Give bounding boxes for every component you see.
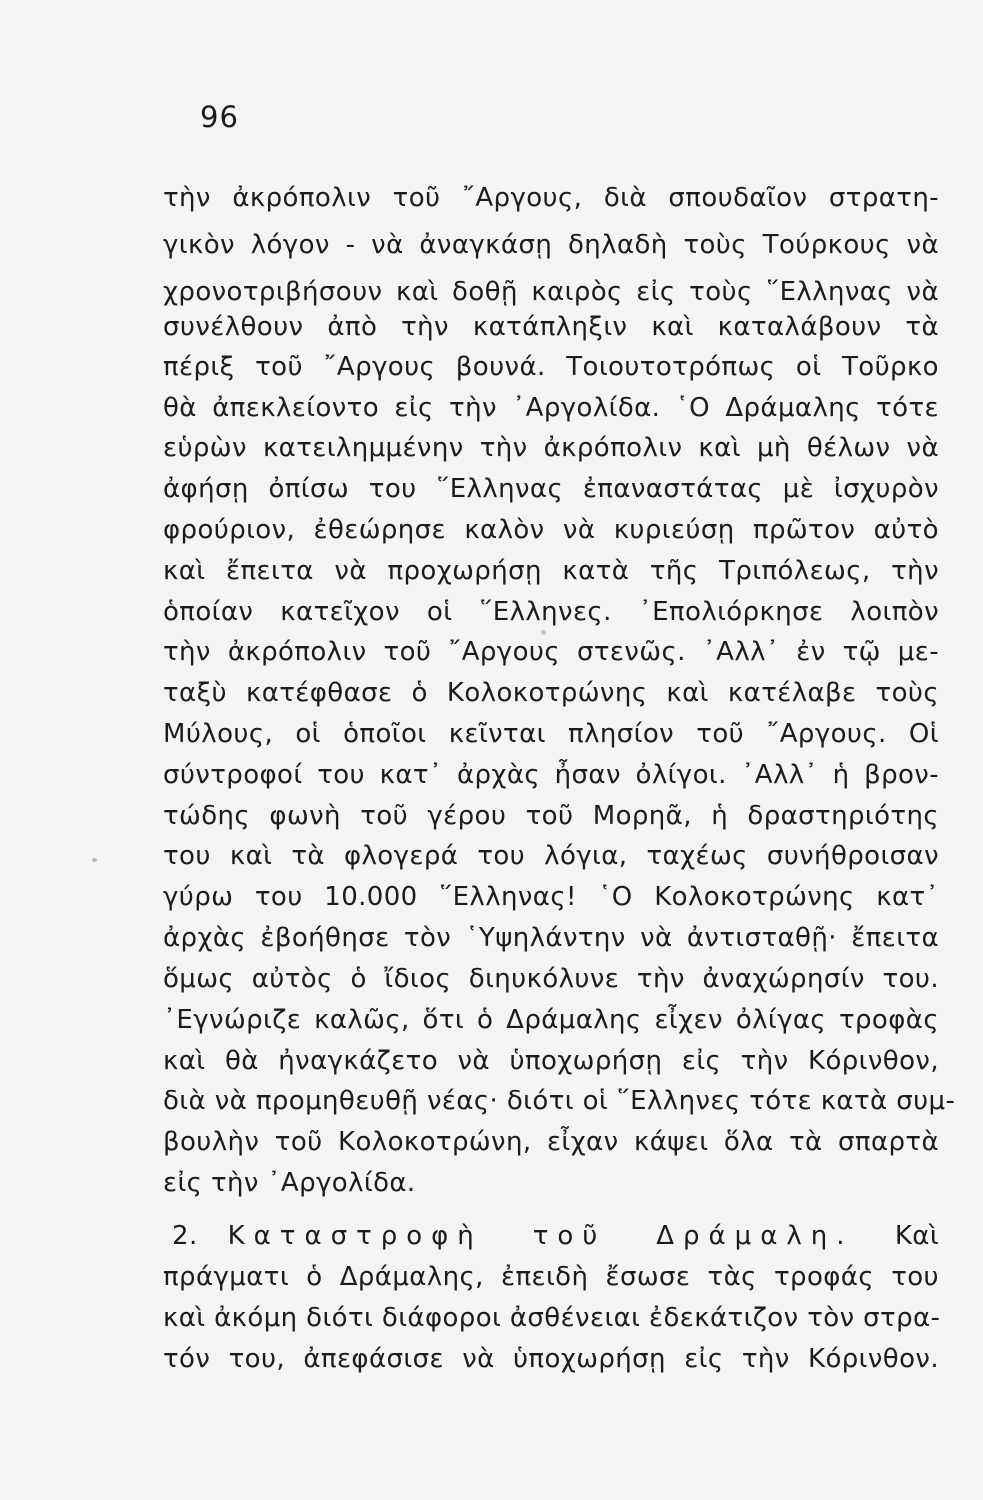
paper-speck: [92, 858, 97, 862]
text-line: σύντροφοί του κατ᾿ ἀρχὰς ἦσαν ὀλίγοι. ᾿Αλλ᾿ ἡ βρον-: [163, 760, 939, 790]
text-line: χρονοτριβήσουν καὶ δοθῇ καιρὸς εἰς τοὺς ῞Ελληνας νὰ: [163, 277, 939, 307]
text-line: του καὶ τὰ φλογερά του λόγια, ταχέως συνήθροισαν: [163, 841, 939, 871]
page-number: 96: [200, 100, 239, 134]
text-line: πράγματι ὁ Δράμαλης, ἐπειδὴ ἔσωσε τὰς τροφάς του: [163, 1262, 939, 1292]
text-line: Μύλους, οἱ ὁποῖοι κεῖνται πλησίον τοῦ ῎Αργους. Οἱ: [163, 719, 939, 749]
section-lead-text: Καὶ: [894, 1221, 940, 1251]
text-line: ὅμως αὐτὸς ὁ ἴδιος διηυκόλυνε τὴν ἀναχώρησίν του.: [163, 964, 939, 994]
text-line: ἀρχὰς ἐβοήθησε τὸν ῾Υψηλάντην νὰ ἀντισταθῇ· ἔπειτα: [163, 923, 939, 953]
text-line: διὰ νὰ προμηθευθῇ νέας· διότι οἱ ῞Ελληνες τότε κατὰ συμ-: [163, 1086, 956, 1116]
text-line: εἰς τὴν ᾿Αργολίδα.: [163, 1168, 416, 1198]
text-line: εὑρὼν κατειλημμένην τὴν ἀκρόπολιν καὶ μὴ θέλων νὰ: [163, 433, 939, 463]
text-line: καὶ ἔπειτα νὰ προχωρήσῃ κατὰ τῆς Τριπόλεως, τὴν: [163, 556, 939, 586]
text-line: καὶ ἀκόμη διότι διάφοροι ἀσθένειαι ἐδεκάτιζον τὸν στρα-: [163, 1303, 941, 1333]
section-number: 2.: [172, 1221, 198, 1251]
text-line: ἀφήσῃ ὀπίσω του ῞Ελληνας ἐπαναστάτας μὲ ἰσχυρὸν: [163, 474, 939, 504]
text-line: θὰ ἀπεκλείοντο εἰς τὴν ᾿Αργολίδα. ῾Ο Δράμαλης τότε: [163, 393, 939, 423]
text-line: τὴν ἀκρόπολιν τοῦ ῎Αργους στενῶς. ᾿Αλλ᾿ ἐν τῷ με-: [163, 637, 939, 667]
text-line: ταξὺ κατέφθασε ὁ Κολοκοτρώνης καὶ κατέλαβε τοὺς: [163, 678, 939, 708]
text-line: γικὸν λόγον - νὰ ἀναγκάσῃ δηλαδὴ τοὺς Τούρκους νὰ: [163, 230, 939, 260]
text-line: γύρω του 10.000 ῞Ελληνας! ῾Ο Κολοκοτρώνης κατ᾿: [163, 882, 939, 912]
section-heading-line: [172, 1218, 939, 1254]
text-line: τὴν ἀκρόπολιν τοῦ ῎Αργους, διὰ σπουδαῖον στρατη-: [163, 183, 939, 213]
paper-speck: [541, 630, 546, 635]
text-line: τόν του, ἀπεφάσισε νὰ ὑποχωρήσῃ εἰς τὴν Κόρινθον.: [163, 1344, 939, 1374]
text-line: ᾿Εγνώριζε καλῶς, ὅτι ὁ Δράμαλης εἶχεν ὀλίγας τροφὰς: [163, 1005, 939, 1035]
section-title: Καταστροφὴ τοῦ Δράμαλη.: [227, 1221, 854, 1251]
text-line: καὶ θὰ ἠναγκάζετο νὰ ὑποχωρήσῃ εἰς τὴν Κόρινθον,: [163, 1046, 939, 1076]
text-line: βουλὴν τοῦ Κολοκοτρώνη, εἶχαν κάψει ὅλα τὰ σπαρτὰ: [163, 1127, 939, 1157]
text-line: πέριξ τοῦ ῎Αργους βουνά. Τοιουτοτρόπως οἱ Τοῦρκο: [163, 352, 939, 382]
text-line: ὁποίαν κατεῖχον οἱ ῞Ελληνες. ᾿Επολιόρκησε λοιπὸν: [163, 597, 939, 627]
text-line: συνέλθουν ἀπὸ τὴν κατάπληξιν καὶ καταλάβουν τὰ: [163, 312, 939, 342]
text-line: φρούριον, ἐθεώρησε καλὸν νὰ κυριεύσῃ πρῶτον αὐτὸ: [163, 515, 939, 545]
text-line: τώδης φωνὴ τοῦ γέρου τοῦ Μορηᾶ, ἡ δραστηριότης: [163, 801, 939, 831]
